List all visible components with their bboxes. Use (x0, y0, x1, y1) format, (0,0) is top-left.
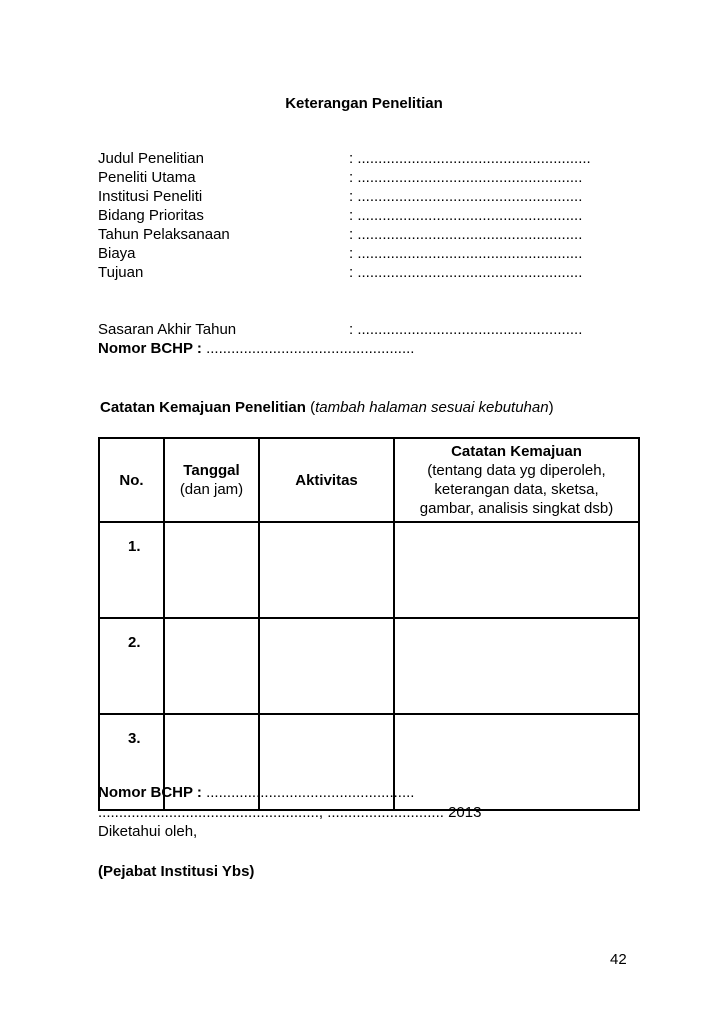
field-label: Judul Penelitian (98, 150, 204, 167)
nomor-bchp-label: Nomor BCHP : (98, 340, 202, 357)
catatan-heading-open: ( (305, 399, 316, 416)
table-header-row (99, 438, 639, 522)
header-catatan-line: keterangan data, sketsa, (434, 481, 599, 498)
field-label: Sasaran Akhir Tahun (98, 321, 237, 338)
page-number: 42 (610, 951, 627, 968)
cell-aktivitas (259, 618, 394, 714)
header-catatan (394, 438, 639, 522)
table-row (99, 618, 639, 714)
field-value: : ...................................................... (349, 226, 583, 243)
row-number: 2. (99, 618, 164, 714)
pejabat-signature-label: (Pejabat Institusi Ybs) (98, 863, 255, 880)
cell-catatan (394, 714, 639, 810)
header-catatan-bold: Catatan Kemajuan (451, 443, 582, 460)
cell-tanggal (164, 618, 259, 714)
diketahui-oleh: Diketahui oleh, (98, 823, 198, 840)
header-tanggal-sub: (dan jam) (179, 481, 244, 498)
catatan-heading (100, 400, 554, 415)
header-aktivitas: Aktivitas (259, 438, 394, 522)
field-value: : ...................................................... (349, 169, 583, 186)
header-tanggal-bold: Tanggal (183, 462, 240, 479)
cell-tanggal (164, 522, 259, 618)
page-title: Keterangan Penelitian (285, 95, 443, 112)
field-label: Bidang Prioritas (98, 207, 204, 224)
field-label: Biaya (98, 245, 136, 262)
table-row (99, 522, 639, 618)
header-catatan-line: gambar, analisis singkat dsb) (419, 500, 614, 517)
nomor-bchp-value: .................................................. (206, 784, 415, 801)
field-label: Tujuan (98, 264, 144, 281)
field-label: Tahun Pelaksanaan (98, 226, 230, 243)
field-value: : ........................................................ (349, 150, 591, 167)
cell-aktivitas (259, 522, 394, 618)
row-number: 1. (99, 522, 164, 618)
header-catatan-line: (tentang data yg diperoleh, (427, 462, 606, 479)
catatan-heading-italic: tambah halaman sesuai kebutuhan (315, 399, 549, 416)
nomor-bchp-label: Nomor BCHP : (98, 784, 202, 801)
progress-notes-table (98, 437, 640, 811)
catatan-heading-bold: Catatan Kemajuan Penelitian (100, 399, 306, 416)
cell-catatan (394, 522, 639, 618)
header-tanggal (164, 438, 259, 522)
field-label: Peneliti Utama (98, 169, 196, 186)
place-date-line: ....................................................., ............................ 2013 (98, 804, 482, 821)
field-value: : ...................................................... (349, 264, 583, 281)
nomor-bchp-top (98, 341, 414, 360)
field-label: Institusi Peneliti (98, 188, 203, 205)
field-value: : ...................................................... (349, 207, 583, 224)
field-value: : ...................................................... (349, 321, 583, 338)
cell-catatan (394, 618, 639, 714)
catatan-heading-close: ) (548, 399, 554, 416)
field-value: : ...................................................... (349, 245, 583, 262)
field-value: : ...................................................... (349, 188, 583, 205)
row-number: 3. (99, 714, 164, 810)
nomor-bchp-value: .................................................. (206, 340, 415, 357)
header-no: No. (99, 438, 164, 522)
nomor-bchp-bottom (98, 785, 414, 800)
